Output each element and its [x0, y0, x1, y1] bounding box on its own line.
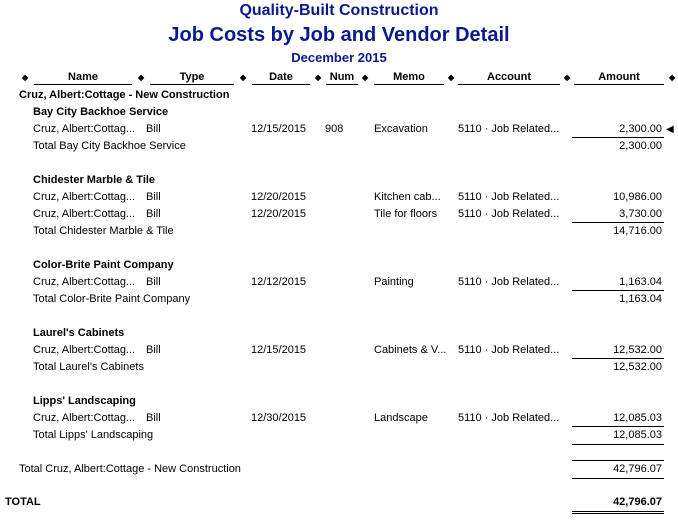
row-name: Cruz, Albert:Cottag...: [33, 276, 136, 288]
company-name: Quality-Built Construction: [239, 2, 439, 19]
vendor-total-label: Total Bay City Backhoe Service: [33, 140, 186, 152]
diamond-icon[interactable]: ◆: [362, 73, 369, 82]
row-name: Cruz, Albert:Cottag...: [33, 208, 136, 220]
job-total-label: Total Cruz, Albert:Cottage - New Construction: [19, 463, 241, 475]
row-amount: 1,163.04: [619, 276, 662, 288]
row-date: 12/12/2015: [251, 276, 307, 288]
diamond-icon[interactable]: ◆: [448, 73, 455, 82]
vendor-header-row[interactable]: [0, 259, 678, 275]
column-header-memo[interactable]: Memo: [393, 71, 425, 83]
column-header-account[interactable]: Account: [487, 71, 531, 83]
vendor-total-label: Total Laurel's Cabinets: [33, 361, 144, 373]
row-name: Cruz, Albert:Cottag...: [33, 191, 136, 203]
vendor-total-label: Total Lipps' Landscaping: [33, 429, 154, 441]
row-amount: 12,085.03: [613, 412, 662, 424]
row-name: Cruz, Albert:Cottag...: [33, 344, 136, 356]
row-account: 5110 · Job Related...: [458, 412, 560, 424]
vendor-header-row[interactable]: [0, 106, 678, 122]
row-date: 12/15/2015: [251, 123, 307, 135]
vendor-total-row[interactable]: [0, 361, 678, 377]
row-amount: 3,730.00: [619, 208, 662, 220]
diamond-icon[interactable]: ◆: [564, 73, 571, 82]
job-name: Cruz, Albert:Cottage - New Construction: [19, 89, 230, 101]
row-account: 5110 · Job Related...: [458, 191, 560, 203]
row-name: Cruz, Albert:Cottag...: [33, 412, 136, 424]
diamond-icon[interactable]: ◆: [315, 73, 322, 82]
column-header-amount[interactable]: Amount: [598, 71, 640, 83]
row-memo: Landscape: [374, 412, 428, 424]
row-amount: 10,986.00: [613, 191, 662, 203]
row-date: 12/20/2015: [251, 208, 307, 220]
grand-total-row[interactable]: [0, 496, 678, 512]
column-header-num[interactable]: Num: [329, 71, 355, 83]
column-header-type[interactable]: Type: [179, 71, 205, 83]
row-name: Cruz, Albert:Cottag...: [33, 123, 136, 135]
row-memo: Painting: [374, 276, 414, 288]
triangle-left-icon: ◀: [666, 124, 674, 135]
row-memo: Tile for floors: [374, 208, 438, 220]
vendor-name: Bay City Backhoe Service: [33, 106, 169, 118]
vendor-header-row[interactable]: [0, 327, 678, 343]
vendor-total-row[interactable]: [0, 225, 678, 241]
vendor-total-label: Total Color-Brite Paint Company: [33, 293, 191, 305]
diamond-icon[interactable]: ◆: [669, 73, 676, 82]
vendor-total-row[interactable]: [0, 429, 678, 445]
report-title: Job Costs by Job and Vendor Detail: [168, 24, 510, 46]
row-date: 12/15/2015: [251, 344, 307, 356]
vendor-total-amount: 14,716.00: [613, 225, 662, 237]
vendor-total-amount: 1,163.04: [619, 293, 662, 305]
vendor-total-amount: 2,300.00: [619, 140, 662, 152]
column-header-date[interactable]: Date: [269, 71, 293, 83]
vendor-name: Color-Brite Paint Company: [33, 259, 174, 271]
row-amount: 12,532.00: [613, 344, 662, 356]
diamond-icon[interactable]: ◆: [22, 73, 29, 82]
diamond-icon[interactable]: ◆: [138, 73, 145, 82]
column-header-name[interactable]: Name: [68, 71, 98, 83]
table-row[interactable]: [0, 191, 678, 207]
row-type: Bill: [146, 276, 161, 288]
row-type: Bill: [146, 208, 161, 220]
row-memo: Excavation: [374, 123, 428, 135]
vendor-total-amount: 12,532.00: [613, 361, 662, 373]
row-num: 908: [325, 123, 344, 135]
row-account: 5110 · Job Related...: [458, 208, 560, 220]
row-date: 12/30/2015: [251, 412, 307, 424]
vendor-total-row[interactable]: [0, 293, 678, 309]
row-account: 5110 · Job Related...: [458, 344, 560, 356]
job-header-row[interactable]: [0, 89, 678, 105]
report-date-range: December 2015: [291, 50, 387, 65]
row-account: 5110 · Job Related...: [458, 123, 560, 135]
diamond-icon[interactable]: ◆: [240, 73, 247, 82]
column-header-row: [0, 71, 678, 87]
vendor-total-row[interactable]: [0, 140, 678, 156]
vendor-name: Laurel's Cabinets: [33, 327, 125, 339]
job-total-row[interactable]: [0, 463, 678, 479]
row-type: Bill: [146, 123, 161, 135]
vendor-total-label: Total Chidester Marble & Tile: [33, 225, 174, 237]
row-type: Bill: [146, 412, 161, 424]
vendor-header-row[interactable]: [0, 174, 678, 190]
vendor-name: Lipps' Landscaping: [33, 395, 136, 407]
grand-total-label: TOTAL: [5, 496, 41, 508]
row-account: 5110 · Job Related...: [458, 276, 560, 288]
vendor-total-amount: 12,085.03: [613, 429, 662, 441]
vendor-name: Chidester Marble & Tile: [33, 174, 156, 186]
row-type: Bill: [146, 344, 161, 356]
row-type: Bill: [146, 191, 161, 203]
row-memo: Kitchen cab...: [374, 191, 441, 203]
row-date: 12/20/2015: [251, 191, 307, 203]
grand-total-amount: 42,796.07: [613, 496, 662, 508]
job-total-amount: 42,796.07: [613, 463, 662, 475]
vendor-header-row[interactable]: [0, 395, 678, 411]
row-amount: 2,300.00: [619, 123, 662, 135]
row-memo: Cabinets & V...: [374, 344, 447, 356]
